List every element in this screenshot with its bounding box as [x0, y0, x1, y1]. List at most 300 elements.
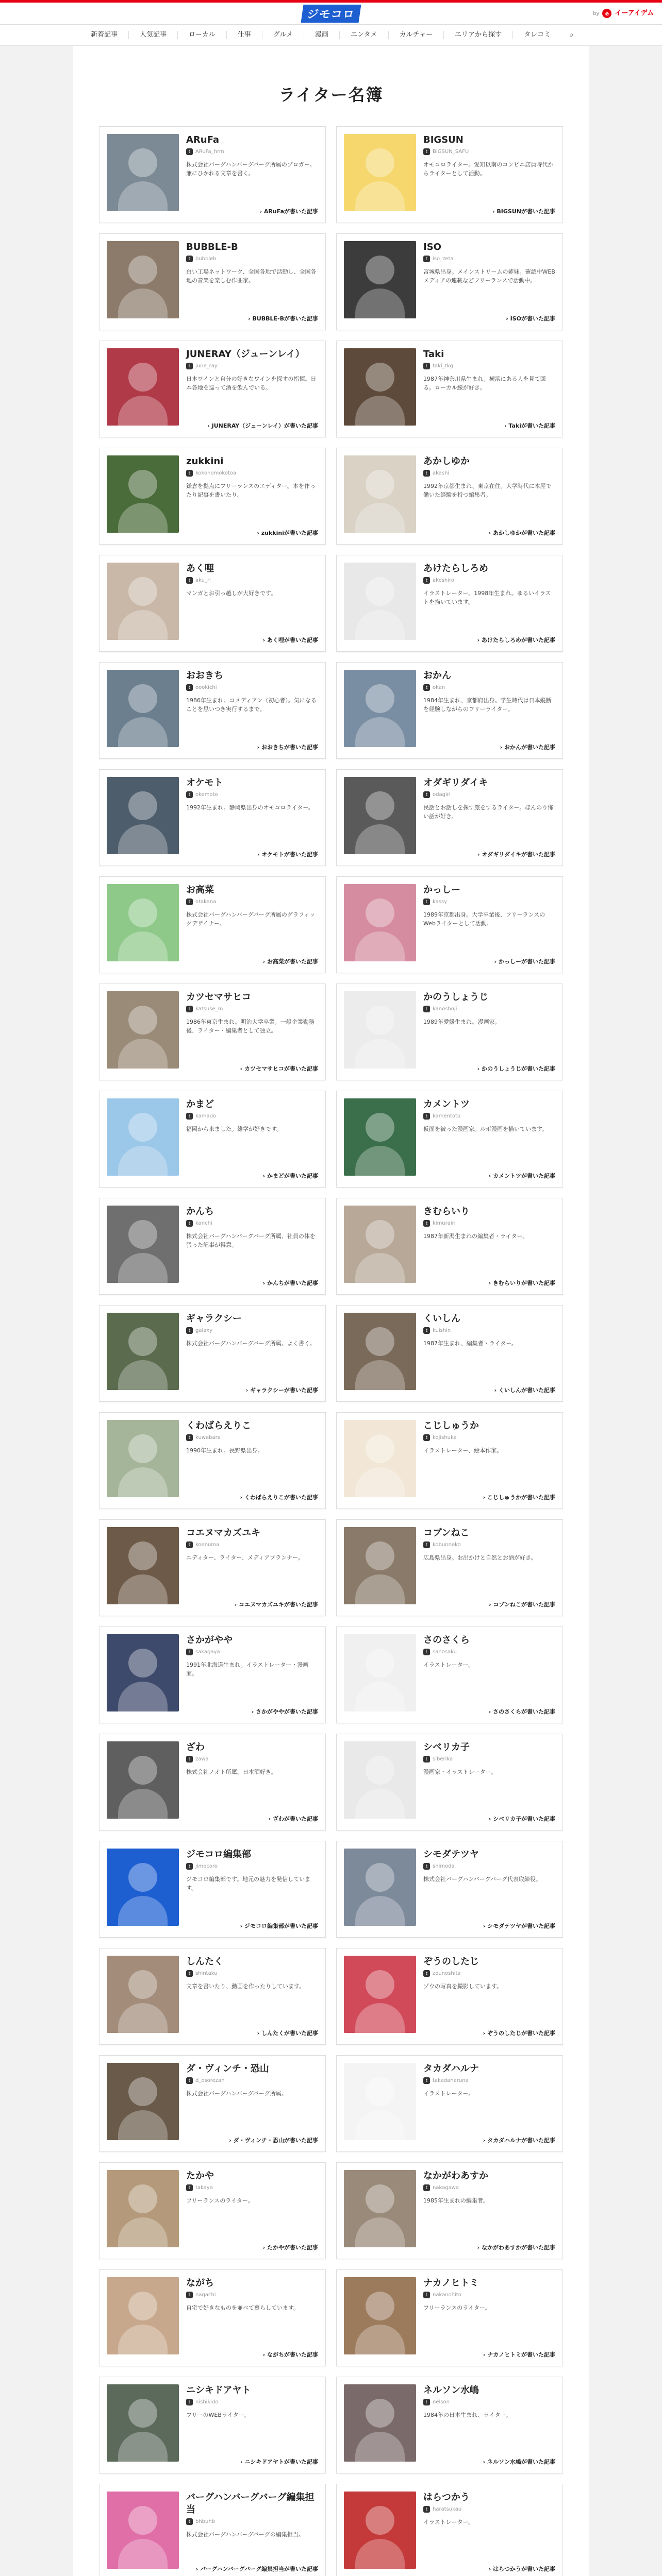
writer-bio: 鎌倉を拠点にフリーランスのエディター。本を作ったり記事を書いたり。 — [186, 483, 316, 498]
writer-bio: イラストレーター。1998年生まれ。ゆるいイラストを描いています。 — [423, 590, 551, 605]
writer-card[interactable] — [336, 662, 563, 759]
twitter-icon: t — [423, 1327, 430, 1334]
writer-articles-link[interactable]: › きむらいりが書いた記事 — [423, 1279, 555, 1287]
writer-photo[interactable] — [344, 1741, 416, 1819]
twitter-icon: t — [423, 1756, 430, 1762]
writer-photo[interactable] — [344, 563, 416, 640]
writer-card[interactable] — [336, 1091, 563, 1188]
writer-handle[interactable] — [423, 791, 555, 798]
writer-info — [423, 991, 555, 1073]
brand-mark-icon: e — [602, 9, 611, 18]
writer-name[interactable]: ダ・ヴィンチ・恐山 — [186, 2063, 269, 2074]
writer-handle-text: aku_ri — [195, 578, 211, 583]
writer-card[interactable] — [99, 233, 326, 330]
writer-card[interactable] — [336, 126, 563, 223]
writer-bio: 株式会社バーグハンバーグバーグ所属、社員の体を張った記事が得意。 — [186, 1233, 316, 1248]
writer-handle[interactable] — [186, 470, 318, 477]
writer-photo[interactable] — [107, 2063, 179, 2140]
writer-articles-link[interactable]: › Takiが書いた記事 — [423, 421, 555, 430]
writer-articles-link[interactable]: › お高菜が書いた記事 — [186, 957, 318, 965]
writer-name[interactable]: さかがやや — [186, 1635, 233, 1646]
writer-photo[interactable] — [107, 670, 179, 747]
writer-name[interactable]: かのうしょうじ — [423, 992, 488, 1003]
writer-card[interactable] — [336, 1305, 563, 1402]
writer-handle[interactable] — [186, 1649, 318, 1655]
writer-bio: 1992年京都生まれ、東京在住。大学時代に本屋で働いた経験を持つ編集者。 — [423, 483, 552, 498]
writer-photo[interactable] — [107, 2492, 179, 2569]
writer-handle[interactable] — [186, 899, 318, 905]
writer-handle[interactable] — [423, 2292, 555, 2298]
writer-name[interactable]: カメントツ — [423, 1099, 470, 1110]
writer-handle[interactable] — [423, 1113, 555, 1120]
writer-handle-text: nishikido — [195, 2399, 219, 2405]
writer-bio: フリーのWEBライター。 — [186, 2412, 250, 2418]
writer-articles-link[interactable]: › たかやが書いた記事 — [186, 2243, 318, 2251]
writer-photo[interactable] — [107, 777, 179, 854]
writer-card[interactable] — [99, 1734, 326, 1831]
writer-photo[interactable] — [107, 1098, 179, 1176]
writer-articles-link[interactable]: › カツセマサヒコが書いた記事 — [186, 1064, 318, 1073]
writer-handle[interactable] — [186, 791, 318, 798]
nav-item[interactable]: グルメ — [262, 31, 304, 39]
writer-card[interactable] — [336, 448, 563, 545]
writer-photo[interactable] — [107, 1313, 179, 1390]
writer-articles-link[interactable]: › カメントツが書いた記事 — [423, 1172, 555, 1180]
writer-photo[interactable] — [107, 348, 179, 426]
writer-handle-text: kassy — [433, 899, 448, 905]
writer-handle-text: zawa — [195, 1756, 209, 1762]
writer-name[interactable]: なかがわあすか — [423, 2171, 488, 2181]
writer-articles-link[interactable]: › あく哩が書いた記事 — [186, 636, 318, 644]
writer-name[interactable]: さのさくら — [423, 1635, 470, 1646]
writer-handle-text: kuishin — [433, 1328, 451, 1333]
writer-handle[interactable] — [423, 1649, 555, 1655]
writer-handle[interactable] — [423, 1970, 555, 1977]
writer-card[interactable] — [336, 341, 563, 437]
writer-name[interactable]: シベリカ子 — [423, 1742, 470, 1753]
writer-handle[interactable] — [423, 1541, 555, 1548]
writer-handle[interactable] — [186, 1756, 318, 1762]
writer-articles-link[interactable]: › くいしんが書いた記事 — [423, 1386, 555, 1394]
writer-card[interactable] — [99, 662, 326, 759]
writer-articles-link[interactable]: › ニシキドアヤトが書いた記事 — [186, 2458, 318, 2466]
writer-articles-link[interactable]: › ARuFaが書いた記事 — [186, 207, 318, 215]
writer-articles-link[interactable]: › ざわが書いた記事 — [186, 1815, 318, 1823]
writer-photo[interactable] — [344, 2277, 416, 2354]
writer-photo[interactable] — [344, 2384, 416, 2462]
writer-name[interactable]: コエヌマカズユキ — [186, 1528, 260, 1538]
writer-articles-link[interactable]: › ISOが書いた記事 — [423, 314, 555, 323]
writer-bio: 1986年生まれ。コメディアン（初心者）。気になることを思いつき実行するまで。 — [186, 697, 317, 713]
writer-handle[interactable] — [186, 1220, 318, 1227]
writer-bio: エディター、ライター、メディアプランナー。 — [186, 1554, 304, 1561]
writer-info — [186, 670, 318, 751]
nav-item[interactable]: エンタメ — [339, 31, 388, 39]
writer-bio: 1987年生まれ、編集者・ライター。 — [423, 1340, 517, 1347]
writer-handle[interactable] — [186, 2077, 318, 2084]
writer-name[interactable]: おおきち — [186, 670, 223, 681]
writer-card[interactable] — [336, 2377, 563, 2473]
writer-articles-link[interactable]: › こじしゅうかが書いた記事 — [423, 1493, 555, 1501]
writer-card[interactable] — [99, 876, 326, 973]
writer-bio: 株式会社バーグハンバーグバーグ所属。 — [186, 2090, 287, 2097]
writer-name[interactable]: あく哩 — [186, 563, 214, 574]
writer-articles-link[interactable]: › かんちが書いた記事 — [186, 1279, 318, 1287]
writer-articles-link[interactable]: › オケモトが書いた記事 — [186, 850, 318, 858]
writer-name[interactable]: シモダテツヤ — [423, 1849, 479, 1860]
writer-photo[interactable] — [107, 455, 179, 533]
writer-articles-link[interactable]: › ぞうのしたじが書いた記事 — [423, 2029, 555, 2037]
writer-card[interactable] — [336, 2269, 563, 2366]
writer-articles-link[interactable]: › さのさくらが書いた記事 — [423, 1707, 555, 1716]
writer-photo[interactable] — [107, 563, 179, 640]
writer-card[interactable] — [336, 1948, 563, 2045]
site-logo[interactable]: ジモコロ — [301, 5, 361, 23]
writer-name[interactable]: オケモト — [186, 777, 223, 788]
writer-articles-link[interactable]: › タカダハルナが書いた記事 — [423, 2136, 555, 2144]
writer-photo[interactable] — [344, 348, 416, 426]
writer-articles-link[interactable]: › あかしゆかが書いた記事 — [423, 529, 555, 537]
writer-info — [186, 2384, 318, 2466]
writer-handle[interactable] — [186, 1327, 318, 1334]
brand-name: イーアイデム — [615, 9, 654, 17]
writer-handle[interactable] — [186, 148, 318, 155]
nav-item[interactable]: 仕事 — [226, 31, 262, 39]
twitter-icon: t — [186, 1649, 193, 1655]
writer-card[interactable] — [99, 341, 326, 437]
writer-name[interactable]: ARuFa — [186, 134, 219, 145]
writer-handle-text: takaya — [195, 2185, 213, 2191]
writer-articles-link[interactable]: › シモダテツヤが書いた記事 — [423, 1922, 555, 1930]
writer-handle[interactable] — [186, 2518, 318, 2525]
writer-photo[interactable] — [344, 1956, 416, 2033]
writer-name[interactable]: Taki — [423, 349, 444, 360]
writer-info — [186, 1420, 318, 1501]
writer-card[interactable] — [99, 555, 326, 652]
writer-card[interactable] — [99, 2269, 326, 2366]
writer-photo[interactable] — [344, 2492, 416, 2569]
writer-handle[interactable] — [423, 2506, 555, 2513]
writer-card[interactable] — [336, 2055, 563, 2152]
writer-handle[interactable] — [423, 899, 555, 905]
writer-name[interactable]: くいしん — [423, 1313, 460, 1324]
writer-photo[interactable] — [107, 884, 179, 961]
writer-handle-text: haratsukau — [433, 2506, 462, 2512]
writer-card[interactable] — [99, 984, 326, 1080]
writer-photo[interactable] — [107, 1206, 179, 1283]
writer-info — [186, 2277, 318, 2359]
writer-name[interactable]: コブンねこ — [423, 1528, 470, 1538]
writer-handle[interactable] — [423, 1756, 555, 1762]
writer-info — [186, 1741, 318, 1823]
writer-articles-link[interactable]: › BUBBLE-Bが書いた記事 — [186, 314, 318, 323]
writer-card[interactable] — [336, 1626, 563, 1723]
writer-articles-link[interactable]: › コエヌマカズユキが書いた記事 — [186, 1600, 318, 1608]
writer-photo[interactable] — [344, 2063, 416, 2140]
writer-card[interactable] — [99, 2162, 326, 2259]
writer-photo[interactable] — [344, 1527, 416, 1604]
writer-name[interactable]: かっしー — [423, 885, 460, 895]
writer-card[interactable] — [336, 2162, 563, 2259]
writer-card[interactable] — [99, 2484, 326, 2576]
writer-bio: 1985年生まれの編集者。 — [423, 2197, 489, 2204]
twitter-icon: t — [186, 2184, 193, 2191]
writer-name[interactable]: きむらいり — [423, 1206, 470, 1217]
writer-handle[interactable] — [186, 1113, 318, 1120]
writer-card[interactable] — [99, 1626, 326, 1723]
twitter-icon: t — [423, 1113, 430, 1120]
writer-handle[interactable] — [423, 2077, 555, 2084]
writer-bio: 1984年生まれ、京都府出身。学生時代は日本縦断を経験しながらのフリーライター。 — [423, 697, 552, 713]
writer-photo[interactable] — [344, 991, 416, 1069]
writer-photo[interactable] — [107, 1741, 179, 1819]
writer-card[interactable] — [99, 1841, 326, 1938]
writer-articles-link[interactable]: › かまどが書いた記事 — [186, 1172, 318, 1180]
writer-handle[interactable] — [423, 1220, 555, 1227]
writer-articles-link[interactable]: › くわばらえりこが書いた記事 — [186, 1493, 318, 1501]
writer-articles-link[interactable]: › BIGSUNが書いた記事 — [423, 207, 555, 215]
writer-card[interactable] — [99, 1091, 326, 1188]
writer-photo[interactable] — [107, 2384, 179, 2462]
writer-handle-text: oookichi — [195, 685, 217, 690]
writer-handle[interactable] — [186, 1434, 318, 1441]
writer-name[interactable]: しんたく — [186, 1956, 223, 1967]
writer-card[interactable] — [99, 1948, 326, 2045]
writer-handle[interactable] — [423, 684, 555, 691]
writer-name[interactable]: タカダハルナ — [423, 2063, 479, 2074]
writer-photo[interactable] — [107, 134, 179, 211]
writer-handle[interactable] — [186, 1970, 318, 1977]
writer-name[interactable]: ナカノヒトミ — [423, 2278, 479, 2289]
writer-handle[interactable] — [186, 1541, 318, 1548]
writer-handle[interactable] — [186, 363, 318, 369]
writer-photo[interactable] — [107, 1634, 179, 1711]
writer-card[interactable] — [336, 769, 563, 866]
writer-handle[interactable] — [423, 1434, 555, 1441]
nav-item[interactable]: 人気記事 — [128, 31, 177, 39]
writer-handle[interactable] — [186, 1863, 318, 1870]
writer-card[interactable] — [336, 1734, 563, 1831]
writer-bio: 漫画家・イラストレーター。 — [423, 1769, 497, 1775]
writer-handle-text: katsuse_m — [195, 1006, 223, 1012]
twitter-icon: t — [423, 2399, 430, 2405]
writer-articles-link[interactable]: › ながちが書いた記事 — [186, 2350, 318, 2359]
writer-handle[interactable] — [423, 2184, 555, 2191]
writer-info — [186, 2063, 318, 2144]
twitter-icon: t — [423, 1863, 430, 1870]
twitter-icon: t — [186, 1434, 193, 1441]
main-nav — [0, 25, 662, 46]
writer-photo[interactable] — [344, 241, 416, 318]
writer-card[interactable] — [99, 1198, 326, 1295]
writer-articles-link[interactable]: › かのうしょうじが書いた記事 — [423, 1064, 555, 1073]
writer-name[interactable]: zukkini — [186, 456, 224, 467]
writer-bio: マンガとお引っ越しが大好きです。 — [186, 590, 277, 597]
writer-photo[interactable] — [344, 134, 416, 211]
writer-photo[interactable] — [344, 884, 416, 961]
writer-name[interactable]: かんち — [186, 1206, 214, 1217]
writer-handle[interactable] — [423, 256, 555, 262]
writer-handle[interactable] — [186, 1006, 318, 1012]
writer-name[interactable]: あかしゆか — [423, 456, 470, 467]
writer-photo[interactable] — [344, 1313, 416, 1390]
writer-name[interactable]: バーグハンバーグバーグ編集担当 — [186, 2492, 315, 2515]
writer-articles-link[interactable]: › さかがややが書いた記事 — [186, 1707, 318, 1716]
writer-bio: イラストレーター。 — [423, 1662, 474, 1668]
writer-name[interactable]: お高菜 — [186, 885, 214, 895]
writer-info — [186, 348, 318, 430]
writer-articles-link[interactable]: › zukkiniが書いた記事 — [186, 529, 318, 537]
writer-articles-link[interactable]: › オダギリダイキが書いた記事 — [423, 850, 555, 858]
writer-name[interactable]: ISO — [423, 242, 441, 252]
writer-name[interactable]: おかん — [423, 670, 451, 681]
writer-name[interactable]: たかや — [186, 2171, 214, 2181]
writer-articles-link[interactable]: › ダ・ヴィンチ・恐山が書いた記事 — [186, 2136, 318, 2144]
writer-info — [186, 1313, 318, 1394]
writer-name[interactable]: オダギリダイキ — [423, 777, 488, 788]
writer-info — [423, 563, 555, 644]
nav-item[interactable]: ローカル — [177, 31, 226, 39]
writer-photo[interactable] — [344, 670, 416, 747]
writer-card[interactable] — [99, 448, 326, 545]
writer-name[interactable]: ギャラクシー — [186, 1313, 242, 1324]
writer-handle[interactable] — [423, 1327, 555, 1334]
writer-card[interactable] — [99, 2377, 326, 2473]
writer-photo[interactable] — [344, 1849, 416, 1926]
writer-card[interactable] — [336, 876, 563, 973]
writer-name[interactable]: かまど — [186, 1099, 214, 1110]
writer-handle[interactable] — [186, 577, 318, 584]
writer-card[interactable] — [99, 126, 326, 223]
writer-name[interactable]: JUNERAY（ジューンレイ） — [186, 349, 305, 360]
nav-item[interactable]: エリアから探す — [443, 31, 512, 39]
writer-handle[interactable] — [186, 256, 318, 262]
writer-articles-link[interactable]: › しんたくが書いた記事 — [186, 2029, 318, 2037]
writer-card[interactable] — [99, 2055, 326, 2152]
writer-photo[interactable] — [107, 2170, 179, 2247]
writer-articles-link[interactable]: › ジモコロ編集部が書いた記事 — [186, 1922, 318, 1930]
writer-name[interactable]: ニシキドアヤト — [186, 2385, 251, 2396]
writer-name[interactable]: くわばらえりこ — [186, 1420, 251, 1431]
writer-name[interactable]: ネルソン水嶋 — [423, 2385, 479, 2396]
writer-articles-link[interactable]: › ネルソン水嶋が書いた記事 — [423, 2458, 555, 2466]
writer-info — [423, 1098, 555, 1180]
writer-articles-link[interactable]: › バーグハンバーグバーグ編集担当が書いた記事 — [186, 2565, 318, 2573]
writer-name[interactable]: BIGSUN — [423, 134, 464, 145]
writer-articles-link[interactable]: › ギャラクシーが書いた記事 — [186, 1386, 318, 1394]
writer-info — [186, 1956, 318, 2037]
nav-item[interactable]: カルチャー — [388, 31, 444, 39]
writer-card[interactable] — [336, 2484, 563, 2576]
writer-card[interactable] — [99, 769, 326, 866]
writer-handle[interactable] — [186, 684, 318, 691]
writer-card[interactable] — [99, 1412, 326, 1509]
writer-handle[interactable] — [186, 2184, 318, 2191]
twitter-icon: t — [423, 899, 430, 905]
writer-card[interactable] — [336, 1841, 563, 1938]
writer-photo[interactable] — [344, 777, 416, 854]
writer-photo[interactable] — [344, 1206, 416, 1283]
writer-name[interactable]: ざわ — [186, 1742, 205, 1753]
writer-name[interactable]: あけたらしろめ — [423, 563, 488, 574]
writer-card[interactable] — [336, 555, 563, 652]
writer-card[interactable] — [336, 1412, 563, 1509]
writer-handle[interactable] — [186, 2292, 318, 2298]
writer-bio: 株式会社バーグハンバーグバーグ所属のブロガー。兼にひかれる文章を書く。 — [186, 161, 316, 177]
writer-photo[interactable] — [344, 455, 416, 533]
writer-handle-text: nagachi — [195, 2292, 216, 2298]
writer-photo[interactable] — [107, 991, 179, 1069]
writer-articles-link[interactable]: › JUNERAY（ジューンレイ）が書いた記事 — [186, 421, 318, 430]
writer-photo[interactable] — [344, 1634, 416, 1711]
twitter-icon: t — [186, 899, 193, 905]
writer-photo[interactable] — [107, 1527, 179, 1604]
writer-name[interactable]: ジモコロ編集部 — [186, 1849, 251, 1860]
search-icon[interactable]: ⌕ — [570, 31, 574, 39]
writer-bio: 日本ワインと自分の好きなワインを探すの指揮。日本各地を巡って酒を飲んでいる。 — [186, 376, 317, 391]
writer-bio: 文章を書いたり、動画を作ったりしています。 — [186, 1983, 305, 1990]
writer-handle[interactable] — [423, 470, 555, 477]
writer-photo[interactable] — [107, 2277, 179, 2354]
writer-handle[interactable] — [423, 577, 555, 584]
writer-photo[interactable] — [344, 1420, 416, 1497]
writer-articles-link[interactable]: › シベリカ子が書いた記事 — [423, 1815, 555, 1823]
writer-articles-link[interactable]: › コブンねこが書いた記事 — [423, 1600, 555, 1608]
writer-photo[interactable] — [107, 1849, 179, 1926]
writer-articles-link[interactable]: › なかがわあすかが書いた記事 — [423, 2243, 555, 2251]
nav-item[interactable]: 新着記事 — [90, 31, 118, 39]
writer-articles-link[interactable]: › かっしーが書いた記事 — [423, 957, 555, 965]
twitter-icon: t — [186, 2399, 193, 2405]
nav-item[interactable]: タレコミ — [512, 31, 561, 39]
writer-articles-link[interactable]: › おおきちが書いた記事 — [186, 743, 318, 751]
writer-articles-link[interactable]: › ナカノヒトミが書いた記事 — [423, 2350, 555, 2359]
writer-name[interactable]: はらつかう — [423, 2492, 470, 2503]
writer-handle[interactable] — [423, 1863, 555, 1870]
writer-articles-link[interactable]: › おかんが書いた記事 — [423, 743, 555, 751]
writer-card[interactable] — [336, 1198, 563, 1295]
writer-photo[interactable] — [344, 2170, 416, 2247]
writer-card[interactable] — [336, 1519, 563, 1616]
writer-handle[interactable] — [186, 2399, 318, 2405]
writer-card[interactable] — [99, 1305, 326, 1402]
page-title: ライター名簿 — [278, 85, 384, 105]
writer-card[interactable] — [336, 233, 563, 330]
writer-name[interactable]: ぞうのしたじ — [423, 1956, 479, 1967]
brand-link[interactable] — [593, 7, 654, 20]
writer-name[interactable]: ながち — [186, 2278, 214, 2289]
writer-photo[interactable] — [107, 1420, 179, 1497]
nav-item[interactable]: 漫画 — [304, 31, 339, 39]
writer-articles-link[interactable]: › あけたらしろめが書いた記事 — [423, 636, 555, 644]
writer-handle[interactable] — [423, 148, 555, 155]
writer-card[interactable] — [336, 984, 563, 1080]
writer-bio: 宮城県出身。メインストリームの姉妹。確認中WEBメディアの連載などフリーランスで活動中。 — [423, 268, 555, 284]
writer-handle[interactable] — [423, 1006, 555, 1012]
writer-articles-link[interactable]: › はらつかうが書いた記事 — [423, 2565, 555, 2573]
writer-bio: イラストレーター。 — [423, 2519, 474, 2526]
writer-name[interactable]: BUBBLE-B — [186, 242, 238, 252]
writer-name[interactable]: こじしゅうか — [423, 1420, 479, 1431]
writer-bio: 自宅で好きなものを並べて暮らしています。 — [186, 2304, 300, 2311]
writer-card[interactable] — [99, 1519, 326, 1616]
writer-photo[interactable] — [107, 1956, 179, 2033]
writer-handle[interactable] — [423, 2399, 555, 2405]
writer-name[interactable]: カツセマサヒコ — [186, 992, 251, 1003]
writer-photo[interactable] — [107, 241, 179, 318]
writer-handle[interactable] — [423, 363, 555, 369]
writer-photo[interactable] — [344, 1098, 416, 1176]
